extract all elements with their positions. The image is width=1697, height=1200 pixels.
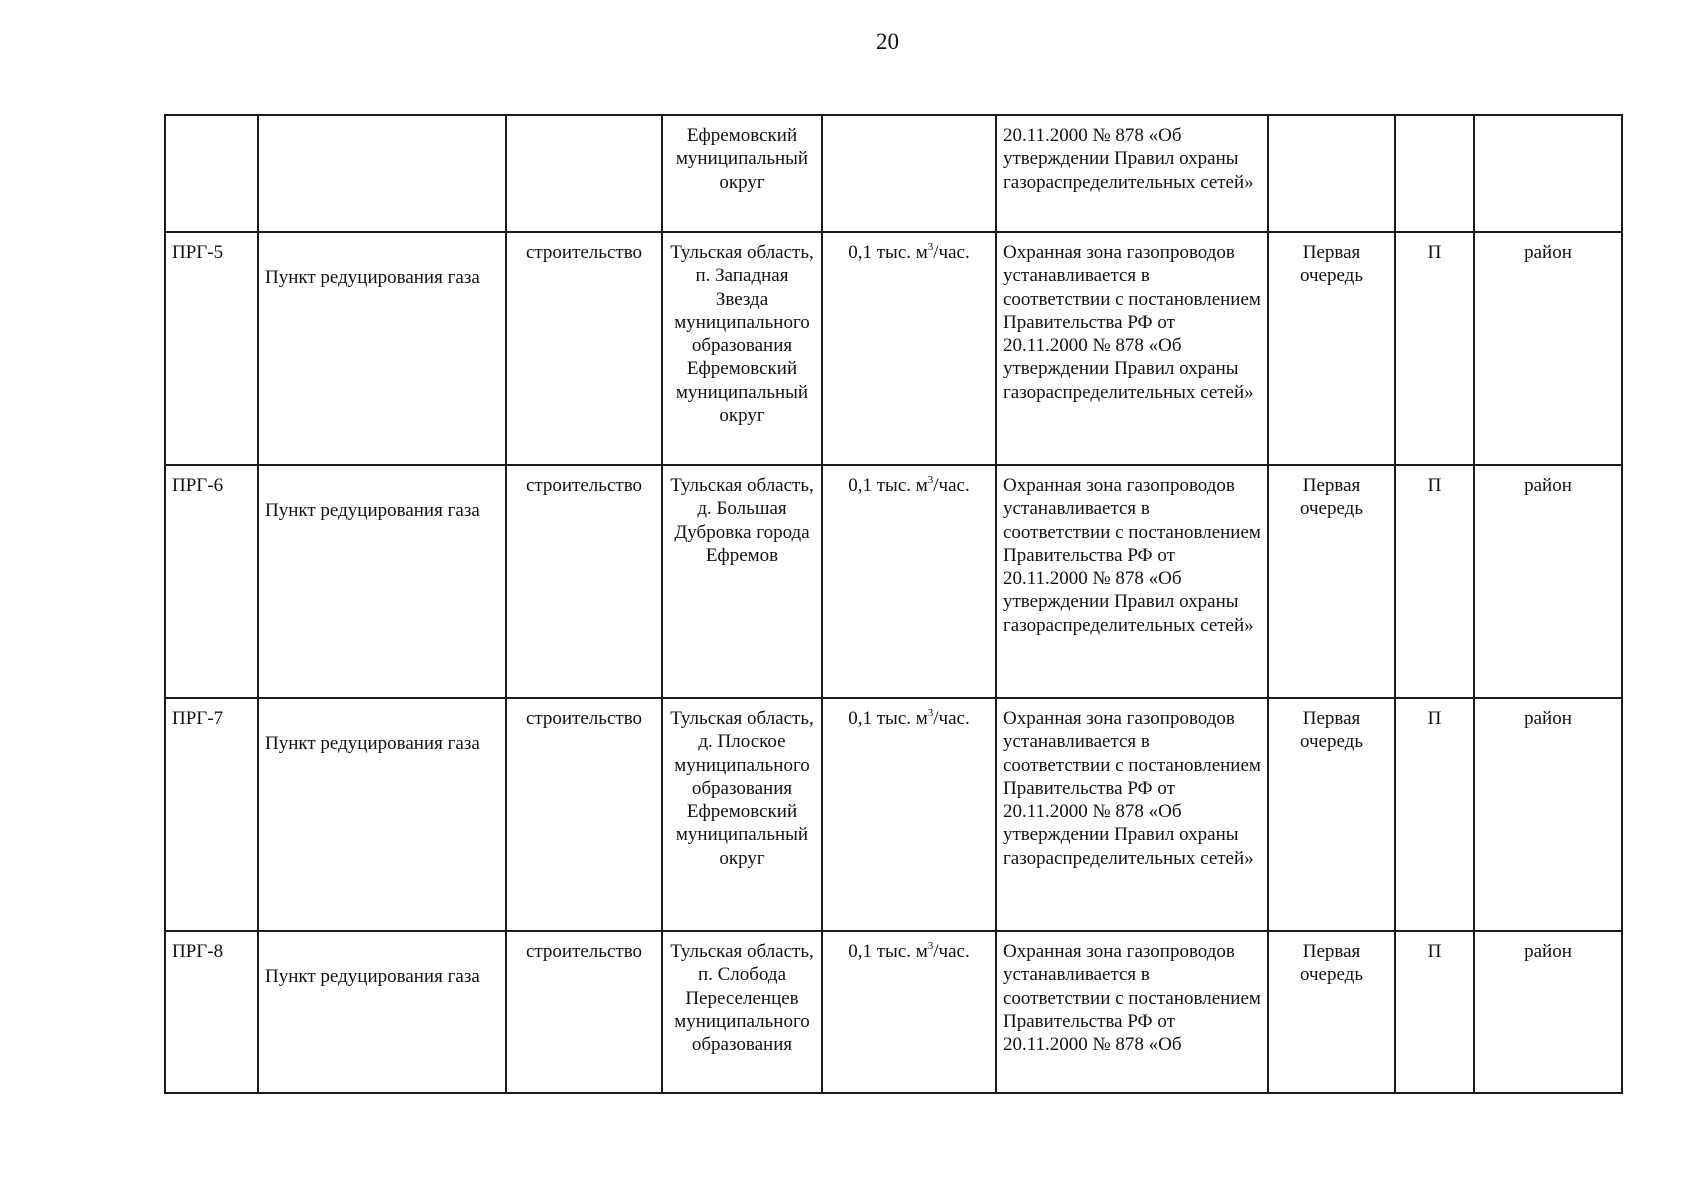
cell-code: ПРГ-5 <box>165 232 258 465</box>
cell-name <box>258 232 506 465</box>
cell-zone-note: 20.11.2000 № 878 «Об утверждении Правил охраны газораспределительных сетей» <box>996 115 1268 232</box>
cell-type: строительство <box>506 931 662 1093</box>
cell-level <box>1474 115 1622 232</box>
cell-name <box>258 115 506 232</box>
facility-name: Пункт редуцирования газа <box>265 966 480 987</box>
cell-capacity <box>822 698 996 931</box>
capacity-unit: /час. <box>933 941 970 962</box>
cell-code: ПРГ-8 <box>165 931 258 1093</box>
cell-capacity <box>822 115 996 232</box>
gas-facilities-table <box>164 114 1623 1094</box>
capacity-value: 0,1 тыс. м <box>848 475 928 496</box>
cell-location: Тульская область, п. Слобода Переселенцев муниципального образования <box>662 931 822 1093</box>
table-row <box>165 931 1622 1093</box>
cell-type: строительство <box>506 698 662 931</box>
page-number: 20 <box>876 29 899 54</box>
capacity-exponent: 3 <box>927 240 934 253</box>
cell-type: строительство <box>506 465 662 698</box>
cell-capacity <box>822 931 996 1093</box>
capacity-value: 0,1 тыс. м <box>848 708 928 729</box>
cell-code <box>165 115 258 232</box>
cell-name <box>258 931 506 1093</box>
cell-level: район <box>1474 232 1622 465</box>
cell-location: Тульская область, д. Большая Дубровка города Ефремов <box>662 465 822 698</box>
cell-level: район <box>1474 465 1622 698</box>
facility-name: Пункт редуцирования газа <box>265 733 480 754</box>
cell-stage: Первая очередь <box>1268 232 1395 465</box>
cell-type <box>506 115 662 232</box>
cell-zone-note: Охранная зона газопроводов устанавливается в соответствии с постановлением Правительства РФ от 20.11.2000 № 878 «Об утверждении Правил охраны газораспределительных сетей» <box>996 698 1268 931</box>
cell-level: район <box>1474 931 1622 1093</box>
capacity-unit: /час. <box>933 708 970 729</box>
capacity-exponent: 3 <box>927 473 934 486</box>
cell-code: ПРГ-7 <box>165 698 258 931</box>
capacity-unit: /час. <box>933 242 970 263</box>
capacity-exponent: 3 <box>927 939 934 952</box>
cell-location: Ефремовский муниципальный округ <box>662 115 822 232</box>
capacity-unit: /час. <box>933 475 970 496</box>
cell-status: П <box>1395 465 1474 698</box>
cell-code: ПРГ-6 <box>165 465 258 698</box>
cell-zone-note: Охранная зона газопроводов устанавливается в соответствии с постановлением Правительства РФ от 20.11.2000 № 878 «Об утверждении Правил охраны газораспределительных сетей» <box>996 465 1268 698</box>
cell-status: П <box>1395 232 1474 465</box>
cell-name <box>258 698 506 931</box>
capacity-exponent: 3 <box>927 706 934 719</box>
table-row-continued <box>165 115 1622 232</box>
table-row <box>165 232 1622 465</box>
cell-location: Тульская область, д. Плоское муниципального образования Ефремовский муниципальный округ <box>662 698 822 931</box>
cell-name <box>258 465 506 698</box>
capacity-value: 0,1 тыс. м <box>848 242 928 263</box>
cell-stage: Первая очередь <box>1268 931 1395 1093</box>
cell-location: Тульская область, п. Западная Звезда муниципального образования Ефремовский муниципальный округ <box>662 232 822 465</box>
cell-capacity <box>822 465 996 698</box>
table-row <box>165 698 1622 931</box>
cell-status <box>1395 115 1474 232</box>
cell-zone-note: Охранная зона газопроводов устанавливается в соответствии с постановлением Правительства РФ от 20.11.2000 № 878 «Об утверждении Правил охраны газораспределительных сетей» <box>996 232 1268 465</box>
cell-stage: Первая очередь <box>1268 698 1395 931</box>
facility-name: Пункт редуцирования газа <box>265 267 480 288</box>
cell-type: строительство <box>506 232 662 465</box>
cell-stage <box>1268 115 1395 232</box>
cell-capacity <box>822 232 996 465</box>
cell-status: П <box>1395 931 1474 1093</box>
cell-level: район <box>1474 698 1622 931</box>
facility-name: Пункт редуцирования газа <box>265 500 480 521</box>
cell-zone-note: Охранная зона газопроводов устанавливается в соответствии с постановлением Правительства РФ от 20.11.2000 № 878 «Об <box>996 931 1268 1093</box>
capacity-value: 0,1 тыс. м <box>848 941 928 962</box>
table-row <box>165 465 1622 698</box>
cell-status: П <box>1395 698 1474 931</box>
cell-stage: Первая очередь <box>1268 465 1395 698</box>
